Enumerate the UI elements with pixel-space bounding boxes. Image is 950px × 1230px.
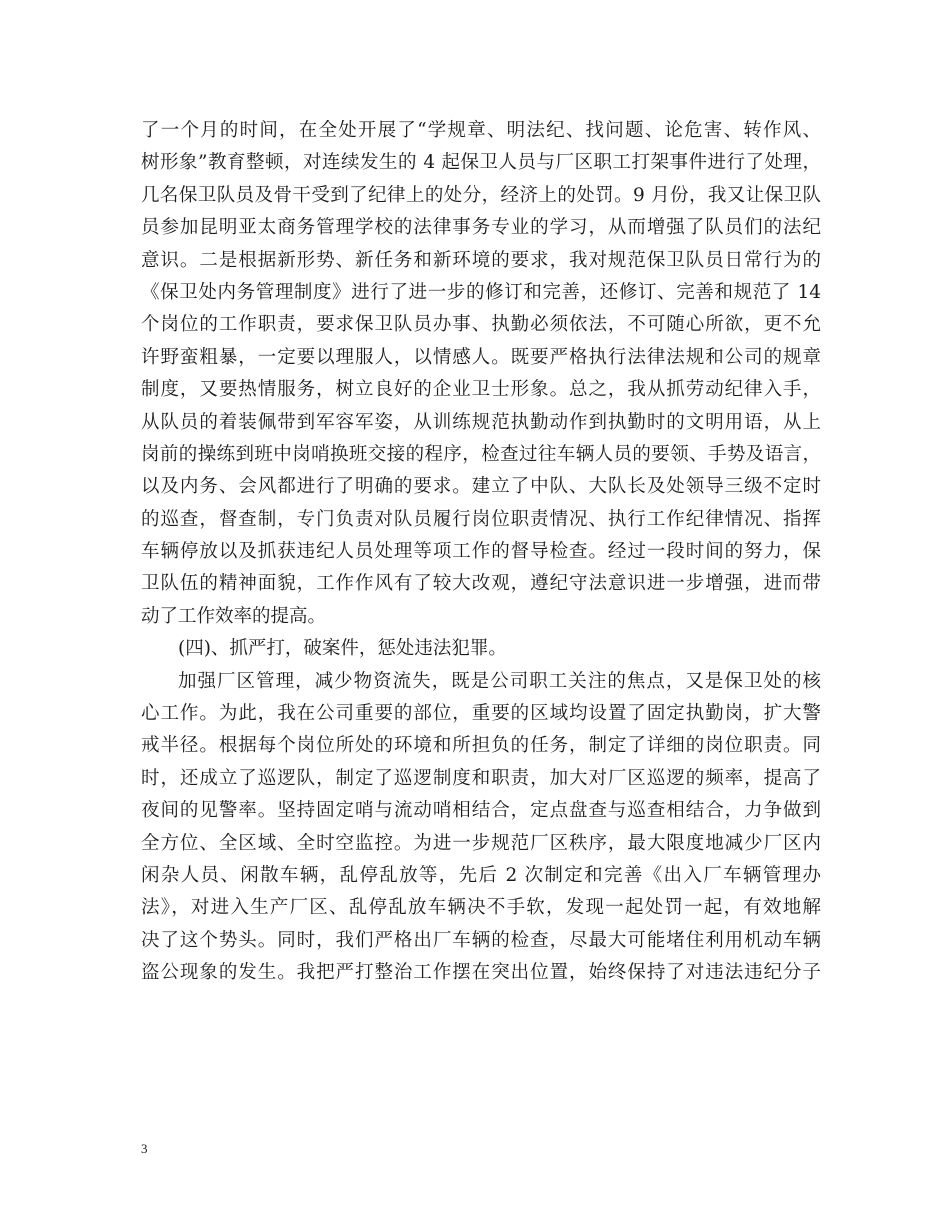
text-line: 夜间的见警率。坚持固定哨与流动哨相结合，定点盘查与巡查相结合，力争做到 xyxy=(141,800,821,822)
text-line: 戒半径。根据每个岗位所处的环境和所担负的任务，制定了详细的岗位职责。同 xyxy=(141,735,821,757)
text-line: 心工作。为此，我在公司重要的部位，重要的区域均设置了固定执勤岗，扩大警 xyxy=(141,703,821,725)
text-line: 许野蛮粗暴，一定要以理服人，以情感人。既要严格执行法律法规和公司的规章 xyxy=(141,346,821,368)
paragraph-1 xyxy=(141,115,821,633)
text-line: 树形象”教育整顿，对连续发生的 4 起保卫人员与厂区职工打架事件进行了处理， xyxy=(141,152,821,174)
text-line: 员参加昆明亚太商务管理学校的法律事务专业的学习，从而增强了队员们的法纪 xyxy=(141,217,821,239)
text-line: 法》，对进入生产厂区、乱停乱放车辆决不手软，发现一起处罚一起，有效地解 xyxy=(141,897,821,919)
text-line: 车辆停放以及抓获违纪人员处理等项工作的督导检查。经过一段时间的努力，保 xyxy=(141,541,821,563)
text-line: 卫队伍的精神面貌，工作作风有了较大改观，遵纪守法意识进一步增强，进而带 xyxy=(141,573,821,595)
paragraph-2 xyxy=(141,666,821,990)
text-line: 加强厂区管理，减少物资流失，既是公司职工关注的焦点，又是保卫处的核 xyxy=(178,670,821,692)
text-line: 盗公现象的发生。我把严打整治工作摆在突出位置，始终保持了对违法违纪分子 xyxy=(141,962,821,984)
text-line: 的巡查，督查制，专门负责对队员履行岗位职责情况、执行工作纪律情况、指挥 xyxy=(141,508,821,530)
text-line: 意识。二是根据新形势、新任务和新环境的要求，我对规范保卫队员日常行为的 xyxy=(141,249,821,271)
text-line: 时，还成立了巡逻队，制定了巡逻制度和职责，加大对厂区巡逻的频率，提高了 xyxy=(141,767,821,789)
text-line: 了一个月的时间，在全处开展了“学规章、明法纪、找问题、论危害、转作风、 xyxy=(141,120,821,141)
text-line: 以及内务、会风都进行了明确的要求。建立了中队、大队长及处领导三级不定时 xyxy=(141,476,821,498)
text-line: 几名保卫队员及骨干受到了纪律上的处分，经济上的处罚。9 月份，我又让保卫队 xyxy=(141,184,821,206)
text-line: 岗前的操练到班中岗哨换班交接的程序，检查过往车辆人员的要领、手势及语言， xyxy=(141,443,821,465)
page-number: 3 xyxy=(141,1141,148,1156)
text-line: 动了工作效率的提高。 xyxy=(141,605,327,627)
text-line: 全方位、全区域、全时空监控。为进一步规范厂区秩序，最大限度地减少厂区内 xyxy=(141,832,821,854)
text-line: 从队员的着装佩带到军容军姿，从训练规范执勤动作到执勤时的文明用语，从上 xyxy=(141,411,821,433)
text-line: 制度，又要热情服务，树立良好的企业卫士形象。总之，我从抓劳动纪律入手， xyxy=(141,379,821,401)
body-text xyxy=(141,115,821,990)
section-heading: (四)、抓严打，破案件，惩处违法犯罪。 xyxy=(178,638,507,660)
text-line: 闲杂人员、闲散车辆，乱停乱放等，先后 2 次制定和完善《出入厂车辆管理办 xyxy=(141,864,821,886)
text-line: 决了这个势头。同时，我们严格出厂车辆的检查，尽最大可能堵住利用机动车辆 xyxy=(141,929,821,951)
text-line: 个岗位的工作职责，要求保卫队员办事、执勤必须依法，不可随心所欲，更不允 xyxy=(141,314,821,336)
text-line: 《保卫处内务管理制度》进行了进一步的修订和完善，还修订、完善和规范了 14 xyxy=(141,281,821,303)
